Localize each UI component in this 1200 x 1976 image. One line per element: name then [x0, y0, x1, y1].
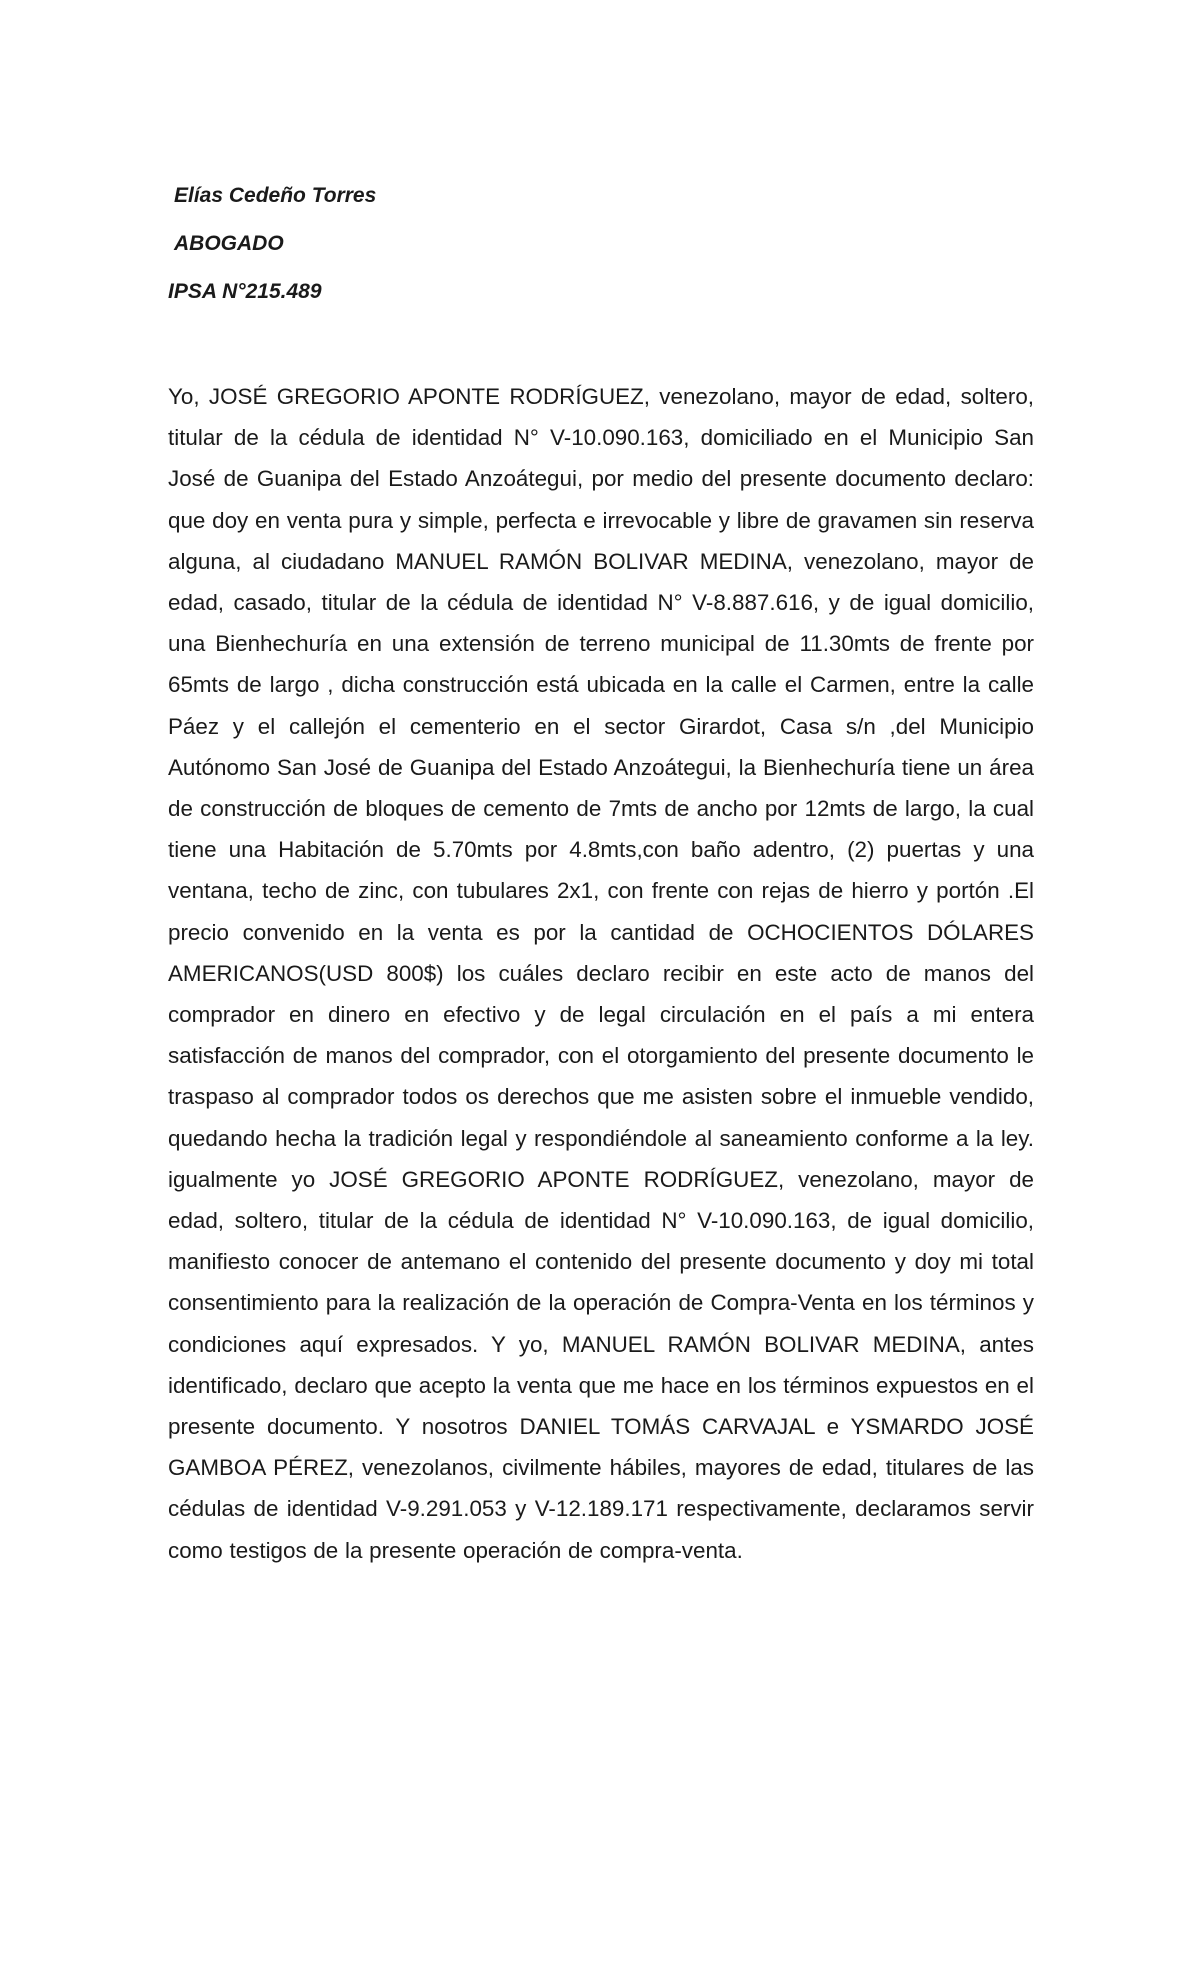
letterhead [168, 183, 868, 305]
lawyer-name: Elías Cedeño Torres [174, 184, 377, 207]
lawyer-title: ABOGADO [174, 232, 284, 255]
lawyer-registration: IPSA N°215.489 [168, 280, 322, 303]
document-body: Yo, JOSÉ GREGORIO APONTE RODRÍGUEZ, venezolano, mayor de edad, soltero, titular de la cédula de identidad N° V-10.090.163, domiciliado en el Municipio San José de Guanipa del Estado Anzoátegui, por medio del presente documento declaro: que doy en venta pura y simple, perfecta e irrevocable y libre de gravamen sin reserva alguna, al ciudadano MANUEL RAMÓN BOLIVAR MEDINA, venezolano, mayor de edad, casado, titular de la cédula de identidad N° V-8.887.616, y de igual domicilio, una Bienhechuría en una extensión de terreno municipal de 11.30mts de frente por 65mts de largo , dicha construcción está ubicada en la calle el Carmen, entre la calle Páez y el callejón el cementerio en el sector Girardot, Casa s/n ,del Municipio Autónomo San José de Guanipa del Estado Anzoátegui, la Bienhechuría tiene un área de construcción de bloques de cemento de 7mts de ancho por 12mts de largo, la cual tiene una Habitación de 5.70mts por 4.8mts,con baño adentro, (2) puertas y una ventana, techo de zinc, con tubulares 2x1, con frente con rejas de hierro y portón .El precio convenido en la venta es por la cantidad de OCHOCIENTOS DÓLARES AMERICANOS(USD 800$) los cuáles declaro recibir en este acto de manos del comprador en dinero en efectivo y de legal circulación en el país a mi entera satisfacción de manos del comprador, con el otorgamiento del presente documento le traspaso al comprador todos os derechos que me asisten sobre el inmueble vendido, quedando hecha la tradición legal y respondiéndole al saneamiento conforme a la ley. igualmente yo JOSÉ GREGORIO APONTE RODRÍGUEZ, venezolano, mayor de edad, soltero, titular de la cédula de identidad N° V-10.090.163, de igual domicilio, manifiesto conocer de antemano el contenido del presente documento y doy mi total consentimiento para la realización de la operación de Compra-Venta en los términos y condiciones aquí expresados. Y yo, MANUEL RAMÓN BOLIVAR MEDINA, antes identificado, declaro que acepto la venta que me hace en los términos expuestos en el presente documento. Y nosotros DANIEL TOMÁS CARVAJAL e YSMARDO JOSÉ GAMBOA PÉREZ, venezolanos, civilmente hábiles, mayores de edad, titulares de las cédulas de identidad V-9.291.053 y V-12.189.171 respectivamente, declaramos servir como testigos de la presente operación de compra-venta. [168, 384, 1034, 1563]
